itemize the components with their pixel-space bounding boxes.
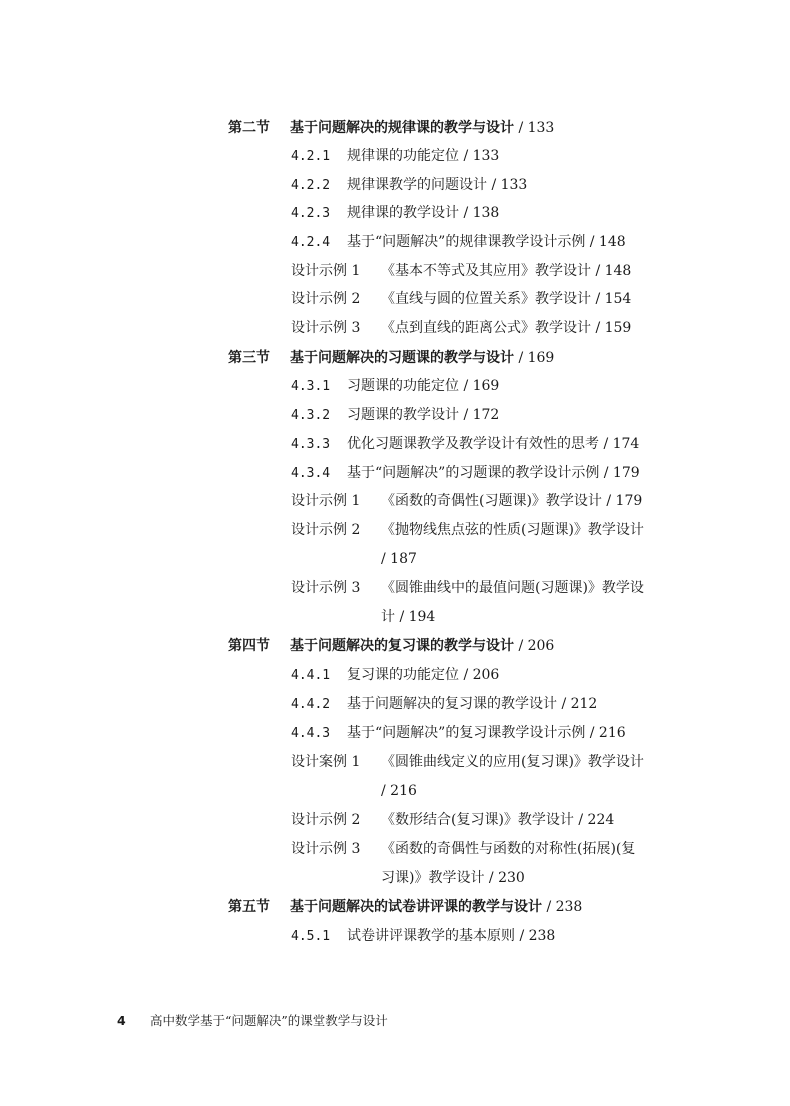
section-title: 基于问题解决的试卷讲评课的教学与设计 [290, 899, 542, 915]
entry-number: 设计示例 2 [291, 291, 361, 307]
toc-entry[interactable] [291, 665, 499, 686]
entry-title: 《函数的奇偶性与函数的对称性(拓展)(复 [381, 841, 636, 857]
toc-entry[interactable] [291, 405, 499, 426]
toc-entry[interactable] [291, 261, 631, 281]
entry-number: 设计示例 1 [291, 493, 361, 509]
entry-number: 设计示例 3 [291, 320, 361, 336]
entry-title: 《圆锥曲线中的最值问题(习题课)》教学设 [381, 580, 644, 596]
entry-title: 基于“问题解决”的习题课的教学设计示例 / 179 [347, 465, 640, 481]
entry-title: 《数形结合(复习课)》教学设计 / 224 [381, 812, 615, 828]
section-number: 第二节 [228, 120, 270, 136]
entry-number: 设计示例 3 [291, 580, 361, 596]
entry-title: 规律课的教学设计 / 138 [347, 205, 500, 221]
entry-title: 习题课的功能定位 / 169 [347, 378, 500, 394]
entry-title: 《直线与圆的位置关系》教学设计 / 154 [381, 291, 632, 307]
entry-continuation: 习课)》教学设计 / 230 [381, 870, 525, 886]
entry-title: 优化习题课教学及教学设计有效性的思考 / 174 [347, 436, 640, 452]
toc-entry[interactable] [291, 434, 639, 455]
entry-number: 4.4.2 [291, 697, 331, 712]
page-footer [117, 1012, 388, 1030]
toc-entry[interactable] [291, 926, 555, 947]
toc-section[interactable] [228, 636, 554, 656]
entry-number: 4.2.1 [291, 149, 331, 164]
entry-number: 设计示例 2 [291, 522, 361, 538]
toc-entry[interactable] [291, 318, 631, 338]
toc-entry[interactable] [291, 839, 635, 859]
entry-number: 设计示例 3 [291, 841, 361, 857]
section-number: 第五节 [228, 899, 270, 915]
section-title: 基于问题解决的规律课的教学与设计 [290, 120, 514, 136]
toc-entry[interactable] [291, 175, 527, 196]
entry-number: 4.2.2 [291, 178, 331, 193]
entry-number: 设计示例 2 [291, 812, 361, 828]
toc-entry[interactable] [291, 203, 499, 224]
entry-continuation: 计 / 194 [381, 609, 436, 625]
toc-section[interactable] [228, 118, 554, 138]
running-title: 高中数学基于“问题解决”的课堂教学与设计 [150, 1013, 388, 1028]
section-title: 基于问题解决的复习课的教学与设计 [290, 638, 514, 654]
section-title: 基于问题解决的习题课的教学与设计 [290, 350, 514, 366]
toc-entry[interactable] [291, 289, 631, 309]
entry-title: 规律课的功能定位 / 133 [347, 148, 500, 164]
entry-title: 复习课的功能定位 / 206 [347, 667, 500, 683]
entry-number: 4.4.3 [291, 726, 331, 741]
section-number: 第四节 [228, 638, 270, 654]
toc-entry[interactable] [291, 491, 642, 511]
entry-continuation: / 187 [381, 551, 417, 567]
toc-section[interactable] [228, 348, 554, 368]
entry-title: 习题课的教学设计 / 172 [347, 407, 500, 423]
entry-number: 设计示例 1 [291, 263, 361, 279]
toc-entry[interactable] [291, 463, 640, 484]
entry-title: 《基本不等式及其应用》教学设计 / 148 [381, 263, 632, 279]
entry-number: 4.3.4 [291, 466, 331, 481]
toc-entry[interactable] [291, 810, 614, 830]
entry-number: 4.5.1 [291, 929, 331, 944]
entry-title: 《点到直线的距离公式》教学设计 / 159 [381, 320, 632, 336]
entry-title: 基于问题解决的复习课的教学设计 / 212 [347, 696, 598, 712]
section-page: / 238 [542, 899, 583, 915]
toc-entry[interactable] [291, 578, 644, 598]
entry-number: 4.2.4 [291, 235, 331, 250]
entry-continuation: / 216 [381, 783, 417, 799]
entry-number: 4.2.3 [291, 206, 331, 221]
page-number: 4 [117, 1013, 126, 1028]
entry-number: 4.3.2 [291, 408, 331, 423]
section-page: / 133 [514, 120, 555, 136]
entry-number: 设计案例 1 [291, 754, 361, 770]
toc-entry[interactable] [291, 694, 597, 715]
toc-entry[interactable] [291, 232, 626, 253]
entry-title: 《圆锥曲线定义的应用(复习课)》教学设计 [381, 754, 644, 770]
toc-entry[interactable] [291, 752, 644, 772]
entry-title: 基于“问题解决”的复习课教学设计示例 / 216 [347, 725, 626, 741]
section-page: / 169 [514, 350, 555, 366]
entry-number: 4.4.1 [291, 668, 331, 683]
toc-entry[interactable] [291, 376, 499, 397]
section-page: / 206 [514, 638, 555, 654]
section-number: 第三节 [228, 350, 270, 366]
entry-title: 试卷讲评课教学的基本原则 / 238 [347, 928, 556, 944]
toc-entry[interactable] [291, 520, 644, 540]
entry-title: 《函数的奇偶性(习题课)》教学设计 / 179 [381, 493, 643, 509]
entry-title: 《抛物线焦点弦的性质(习题课)》教学设计 [381, 522, 644, 538]
toc-section[interactable] [228, 897, 582, 917]
entry-number: 4.3.1 [291, 379, 331, 394]
toc-entry[interactable] [291, 146, 499, 167]
entry-title: 基于“问题解决”的规律课教学设计示例 / 148 [347, 234, 626, 250]
entry-number: 4.3.3 [291, 437, 331, 452]
toc-entry[interactable] [291, 723, 626, 744]
entry-title: 规律课教学的问题设计 / 133 [347, 177, 528, 193]
